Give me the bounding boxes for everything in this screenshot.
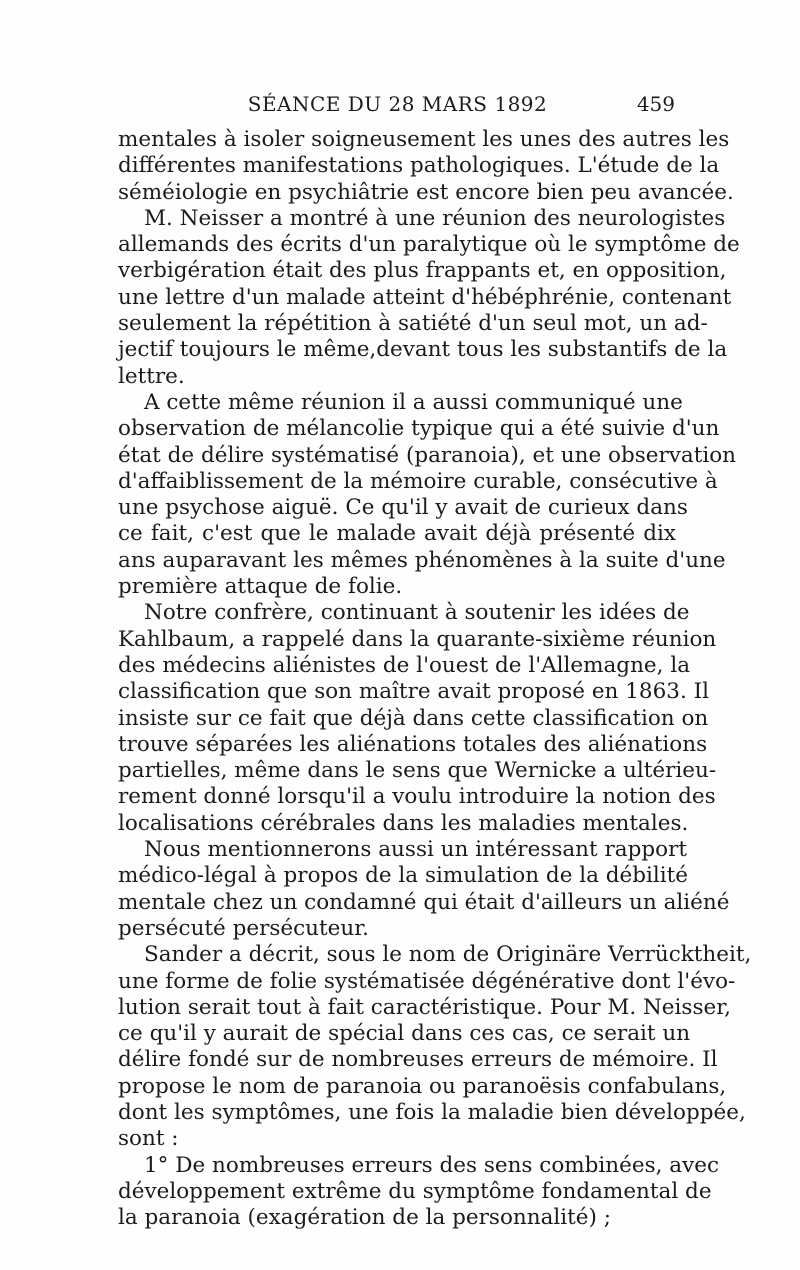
text-line: jectif toujours le même,devant tous les substantifs de la — [118, 337, 728, 363]
text-line: seulement la répétition à satiété d'un seul mot, un ad- — [118, 311, 708, 337]
text-line: première attaque de folie. — [118, 574, 403, 600]
text-line: Notre confrère, continuant à soutenir les idées de — [144, 600, 690, 626]
running-title: SÉANCE DU 28 MARS 1892 — [247, 92, 548, 116]
text-line: délire fondé sur de nombreuses erreurs de mémoire. Il — [118, 1047, 718, 1073]
running-head — [120, 92, 675, 120]
text-line: lettre. — [118, 363, 185, 389]
page-number: 459 — [636, 92, 675, 116]
text-line: lution serait tout à fait caractéristique. Pour M. Neisser, — [118, 994, 731, 1020]
text-line: persécuté persécuteur. — [118, 915, 369, 941]
text-line: rement donné lorsqu'il a voulu introduire la notion des — [118, 784, 716, 810]
text-line: Nous mentionnerons aussi un intéressant rapport — [144, 837, 687, 863]
text-line: ce fait, c'est que le malade avait déjà présenté dix — [118, 521, 676, 547]
text-line: classification que son maître avait proposé en 1863. Il — [118, 679, 709, 705]
text-line: allemands des écrits d'un paralytique où le symptôme de — [118, 232, 740, 258]
text-line: M. Neisser a montré à une réunion des neurologistes — [144, 205, 726, 231]
text-line: état de délire systématisé (paranoia), et une observation — [118, 442, 737, 468]
text-line: ans auparavant les mêmes phénomènes à la suite d'une — [118, 547, 726, 573]
text-line: Sander a décrit, sous le nom de Originäre Verrücktheit, — [144, 942, 752, 968]
text-line: propose le nom de paranoia ou paranoësis confabulans, — [118, 1073, 727, 1099]
text-line: des médecins aliénistes de l'ouest de l'Allemagne, la — [118, 652, 691, 678]
text-line: verbigération était des plus frappants et, en opposition, — [118, 258, 727, 284]
text-line: sont : — [118, 1126, 179, 1152]
text-line: médico-légal à propos de la simulation de la débilité — [118, 863, 689, 889]
text-line: une lettre d'un malade atteint d'hébéphrénie, contenant — [118, 284, 732, 310]
text-line: partielles, même dans le sens que Wernicke a ultérieu- — [118, 758, 717, 784]
text-line: Kahlbaum, a rappelé dans la quarante-sixième réunion — [118, 626, 717, 652]
text-line: insiste sur ce fait que déjà dans cette classification on — [118, 705, 709, 731]
text-line: différentes manifestations pathologiques. L'étude de la — [118, 153, 720, 179]
text-line: d'affaiblissement de la mémoire curable, consécutive à — [118, 468, 718, 494]
body-text — [118, 127, 752, 1231]
text-line: une forme de folie systématisée dégénérative dont l'évo- — [118, 968, 736, 994]
text-line: développement extrême du symptôme fondamental de — [118, 1178, 712, 1204]
text-line: une psychose aiguë. Ce qu'il y avait de curieux dans — [118, 495, 688, 521]
text-line: séméiologie en psychiâtrie est encore bien peu avancée. — [118, 179, 734, 205]
text-line: trouve séparées les aliénations totales des aliénations — [118, 731, 708, 757]
text-line: 1° De nombreuses erreurs des sens combinées, avec — [144, 1152, 720, 1178]
text-line: observation de mélancolie typique qui a été suivie d'un — [118, 416, 720, 442]
text-line: la paranoia (exagération de la personnalité) ; — [118, 1205, 611, 1231]
text-line: mentales à isoler soigneusement les unes des autres les — [118, 127, 730, 152]
text-line: mentale chez un condamné qui était d'ailleurs un aliéné — [118, 889, 730, 915]
text-line: dont les symptômes, une fois la maladie bien développée, — [118, 1099, 746, 1125]
text-line: localisations cérébrales dans les maladies mentales. — [118, 810, 689, 836]
text-line: ce qu'il y aurait de spécial dans ces cas, ce serait un — [118, 1021, 691, 1047]
text-line: A cette même réunion il a aussi communiqué une — [144, 389, 683, 415]
